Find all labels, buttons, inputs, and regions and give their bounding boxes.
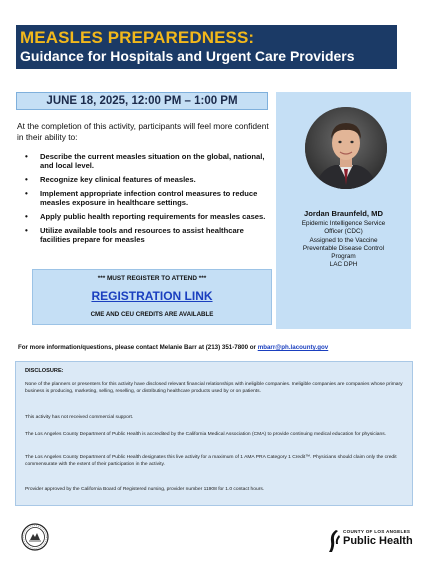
flyer-title: MEASLES PREPAREDNESS:: [20, 28, 255, 47]
credits-note: CME AND CEU CREDITS ARE AVAILABLE: [90, 311, 214, 318]
speaker-role: [284, 220, 403, 270]
header-banner: [16, 25, 397, 69]
objective-item: • Apply public health reporting requirements for measles cases.: [25, 212, 275, 221]
objective-item: • Describe the current measles situation on the global, national, and local level.: [25, 152, 275, 170]
speaker-role-line: Epidemic Intelligence Service: [301, 220, 386, 227]
disclosure-heading: DISCLOSURE:: [25, 368, 64, 374]
speaker-panel: [276, 92, 411, 329]
speaker-role-line: Officer (CDC): [324, 228, 363, 236]
disclosure-paragraph: Provider approved by the California Board of Registered nursing, provider number 11908 for 1.0 contact hours.: [25, 487, 265, 492]
objectives-list: [25, 152, 275, 249]
objective-item: • Recognize key clinical features of measles.: [25, 175, 275, 184]
speaker-role-line: Assigned to the Vaccine: [309, 236, 378, 244]
flyer-subtitle: Guidance for Hospitals and Urgent Care Providers: [20, 48, 355, 64]
disclosure-box: [15, 361, 413, 506]
registration-link[interactable]: REGISTRATION LINK: [91, 289, 213, 303]
public-health-logo: [327, 529, 419, 553]
speaker-photo: [305, 107, 387, 189]
speaker-role-line: LAC DPH: [329, 261, 358, 269]
event-datetime: JUNE 18, 2025, 12:00 PM – 1:00 PM: [46, 95, 238, 107]
logo-public-health-text: Public Health: [343, 535, 413, 547]
county-seal-icon: [21, 523, 49, 551]
disclosure-paragraph: None of the planners or presenters for this activity have disclosed relevant financial relationships with ineligible companies. Ineligible companies are companies whose primary business is producing, marketing, selling, reselling, or distributing healthcare products used by or on patients.: [25, 382, 403, 395]
event-date-box: [16, 92, 268, 110]
registration-box: [32, 269, 272, 325]
disclosure-paragraph: The Los Angeles County Department of Public Health designates this live activity for a maximum of 1 AMA PRA Category 1 Credit™. Physicians should claim only the credit commensurate with the extent of their participation in the activity.: [25, 455, 397, 468]
objective-item: • Implement appropriate infection control measures to reduce measles exposure in healthcare settings.: [25, 189, 275, 207]
speaker-role-line: Preventable Disease Control: [302, 244, 385, 252]
contact-text: For more information/questions, please contact Melanie Barr at (213) 351-7800 or: [18, 344, 256, 351]
disclosure-paragraph: The Los Angeles County Department of Public Health is accredited by the California Medical Association (CMA) to provide continuing medical education for physicians.: [25, 432, 387, 437]
contact-line: [18, 344, 418, 351]
speaker-role-line: Program: [331, 253, 356, 261]
intro-text: At the completion of this activity, participants will feel more confident in their ability to:: [17, 121, 269, 142]
registration-notice: *** MUST REGISTER TO ATTEND ***: [97, 275, 207, 282]
speaker-name: Jordan Braunfeld, MD: [304, 209, 383, 218]
public-health-logo-mark-icon: [327, 529, 341, 553]
objective-item: • Utilize available tools and resources to assist healthcare facilities prepare for measles: [25, 226, 275, 244]
logo-county-text: COUNTY OF LOS ANGELES: [343, 529, 411, 534]
contact-email-link[interactable]: mbarr@ph.lacounty.gov: [257, 344, 329, 351]
disclosure-paragraph: This activity has not received commercial support.: [25, 415, 134, 420]
